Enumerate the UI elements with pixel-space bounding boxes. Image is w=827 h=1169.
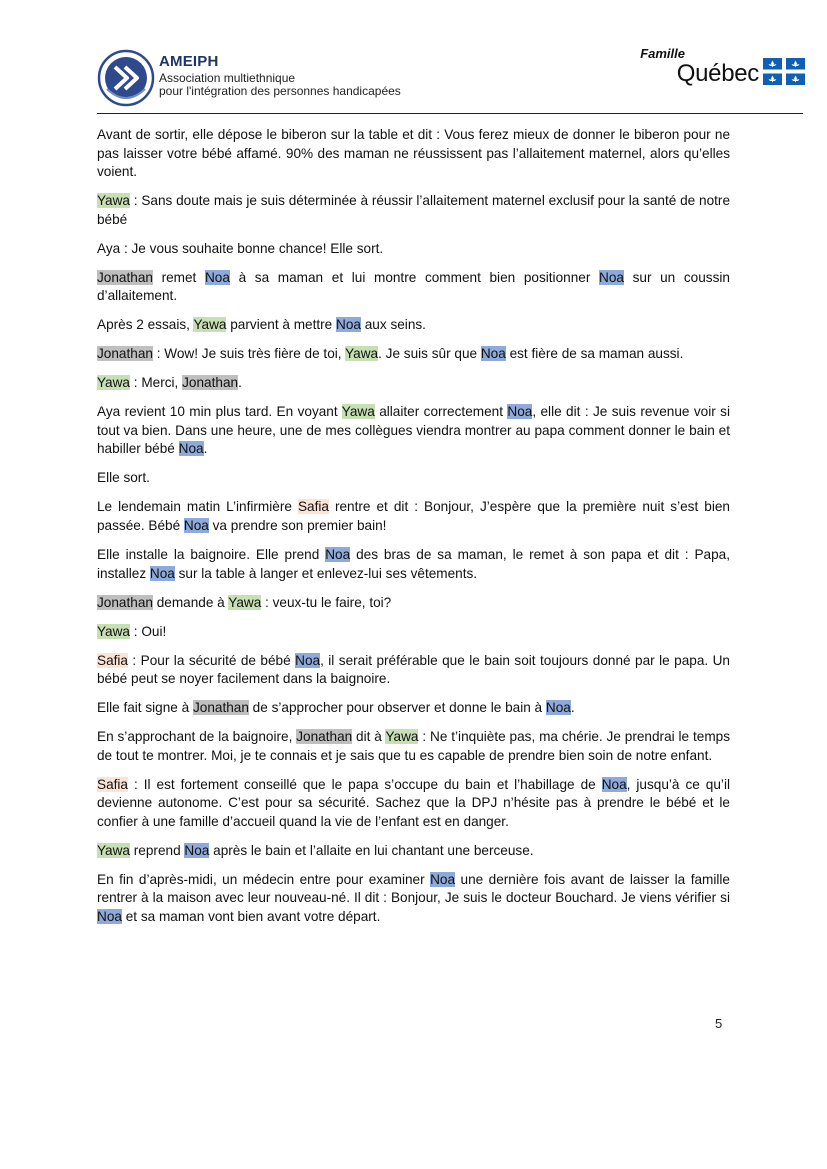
text-run: , elle dit : Je suis revenue voir si tout va bien. Dans une heure, une de mes collègues viendra montrer au papa comment donner le bain et habiller bébé	[97, 404, 730, 457]
name-noa-highlight: Noa	[599, 269, 624, 285]
paragraph	[97, 594, 730, 613]
text-run: .	[238, 375, 242, 391]
name-yawa-highlight: Yawa	[97, 842, 130, 858]
text-run: demande à	[152, 594, 229, 610]
paragraph	[97, 699, 730, 718]
text-run: : veux-tu le faire, toi?	[261, 594, 392, 610]
name-noa-highlight: Noa	[178, 441, 204, 457]
famille-quebec-logo	[627, 46, 807, 90]
text-run: à sa maman et lui montre comment bien positionner	[229, 269, 599, 285]
text-run: .	[203, 441, 208, 457]
paragraph	[97, 269, 730, 306]
text-run: et sa maman vont bien avant votre départ.	[121, 909, 381, 925]
paragraph	[97, 126, 730, 182]
name-yawa-highlight: Yawa	[228, 594, 262, 610]
quebec-label: Québec	[676, 60, 759, 87]
name-yawa-highlight: Yawa	[97, 193, 130, 209]
name-safia-highlight: Safia	[97, 652, 128, 668]
text-run: Elle fait signe à	[97, 700, 193, 716]
name-safia-highlight: Safia	[97, 776, 128, 792]
text-run: sur un coussin d’allaitement.	[97, 269, 730, 304]
ameiph-logo-icon	[97, 49, 155, 107]
name-noa-highlight: Noa	[295, 652, 321, 668]
text-run: : Pour la sécurité de bébé	[127, 652, 296, 668]
text-run: .	[570, 700, 575, 716]
text-run: : Oui!	[130, 623, 167, 639]
text-run: Aya : Je vous souhaite bonne chance! Elle sort.	[97, 240, 384, 256]
name-yawa-highlight: Yawa	[345, 346, 379, 362]
paragraph	[97, 623, 730, 642]
name-jonathan-highlight: Jonathan	[97, 269, 153, 285]
text-run: En fin d’après-midi, un médecin entre pour examiner	[97, 871, 431, 887]
paragraph	[97, 776, 730, 832]
name-jonathan-highlight: Jonathan	[296, 729, 353, 745]
name-yawa-highlight: Yawa	[97, 623, 130, 639]
org-line-2: pour l'intégration des personnes handicapées	[159, 84, 401, 98]
text-run: En s’approchant de la baignoire,	[97, 729, 297, 745]
name-noa-highlight: Noa	[480, 346, 506, 362]
paragraph	[97, 316, 730, 335]
name-noa-highlight: Noa	[325, 547, 351, 562]
name-noa-highlight: Noa	[183, 518, 209, 534]
name-yawa-highlight: Yawa	[193, 317, 227, 333]
paragraph	[97, 192, 730, 229]
text-run: aux seins.	[360, 317, 426, 333]
name-noa-highlight: Noa	[430, 871, 456, 887]
name-jonathan-highlight: Jonathan	[192, 700, 249, 716]
name-jonathan-highlight: Jonathan	[97, 346, 153, 362]
name-yawa-highlight: Yawa	[97, 375, 130, 391]
paragraph	[97, 871, 730, 927]
text-run: est fière de sa maman aussi.	[505, 346, 684, 362]
text-run: Avant de sortir, elle dépose le biberon sur la table et dit : Vous ferez mieux de donner le biberon pour ne pas laisser votre bébé affamé. 90% des maman ne réussissent pas l’allaitement maternel, alors qu’elles voient.	[97, 127, 730, 180]
paragraph	[97, 403, 730, 459]
paragraph	[97, 652, 730, 689]
text-run: , jusqu’à ce qu’il devienne autonome. C’est pour sa sécurité. Sachez que la DPJ n’hésite pas à prendre le bébé et le confier à une famille d’accueil quand la vie de l’enfant est en danger.	[97, 776, 730, 829]
text-run: des bras de sa maman, le remet à son papa et dit : Papa, installez	[97, 547, 730, 581]
text-run: remet	[152, 269, 205, 285]
text-run: : Il est fortement conseillé que le papa s’occupe du bain et l’habillage de	[127, 776, 602, 792]
text-run: dit à	[352, 729, 386, 745]
text-run: . Je suis sûr que	[378, 346, 481, 362]
name-noa-highlight: Noa	[545, 700, 571, 716]
name-noa-highlight: Noa	[97, 909, 122, 925]
org-full-name	[159, 72, 401, 98]
text-run: : Ne t’inquiète pas, ma chérie. Je prendrai le temps de tout te montrer. Moi, je te connais et je sais que tu es capable de prendre bien soin de notre enfant.	[97, 729, 730, 763]
name-jonathan-highlight: Jonathan	[97, 594, 153, 610]
name-yawa-highlight: Yawa	[341, 404, 375, 420]
document-body	[97, 126, 730, 937]
name-yawa-highlight: Yawa	[385, 729, 419, 745]
paragraph	[97, 546, 730, 583]
text-run: rentre et dit : Bonjour, J’espère que la première nuit s’est bien passée. Bébé	[97, 499, 730, 534]
name-noa-highlight: Noa	[336, 317, 361, 333]
page-number: 5	[715, 1016, 723, 1031]
text-run: va prendre son premier bain!	[208, 518, 387, 534]
text-run: reprend	[130, 842, 185, 858]
paragraph	[97, 374, 730, 393]
famille-label: Famille	[640, 46, 685, 61]
text-run: Aya revient 10 min plus tard. En voyant	[97, 404, 342, 420]
text-run: : Wow! Je suis très fière de toi,	[152, 346, 346, 362]
paragraph	[97, 345, 730, 364]
text-run: : Merci,	[130, 375, 183, 391]
text-run: Le lendemain matin L’infirmière	[97, 499, 298, 515]
name-noa-highlight: Noa	[601, 776, 627, 792]
paragraph	[97, 469, 730, 488]
name-noa-highlight: Noa	[184, 842, 210, 858]
text-run: Elle sort.	[97, 470, 150, 486]
name-safia-highlight: Safia	[297, 499, 329, 515]
text-run: , il serait préférable que le bain soit toujours donné par le papa. Un bébé peut se noyer facilement dans la baignoire.	[97, 652, 730, 687]
page-header	[97, 46, 807, 114]
text-run: sur la table à langer et enlevez-lui ses vêtements.	[174, 565, 478, 581]
text-run: une dernière fois avant de laisser la famille rentrer à la maison avec leur nouveau-né. Il dit : Bonjour, Je suis le docteur Bouchard. Je viens vérifier si	[97, 871, 730, 906]
header-divider	[97, 113, 803, 114]
org-line-1: Association multiethnique	[159, 71, 296, 85]
text-run: Après 2 essais,	[97, 317, 194, 333]
text-run: de s’approcher pour observer et donne le bain à	[248, 700, 546, 716]
text-run: allaiter correctement	[374, 404, 508, 420]
name-noa-highlight: Noa	[204, 269, 230, 285]
paragraph	[97, 842, 730, 861]
paragraph	[97, 498, 730, 535]
name-noa-highlight: Noa	[507, 404, 533, 420]
quebec-flag-icon	[763, 58, 805, 85]
org-acronym: AMEIPH	[159, 53, 219, 70]
text-run: après le bain et l’allaite en lui chantant une berceuse.	[209, 842, 534, 858]
text-run: Elle installe la baignoire. Elle prend	[97, 547, 326, 562]
text-run: : Sans doute mais je suis déterminée à réussir l’allaitement maternel exclusif pour la santé de notre bébé	[97, 193, 730, 227]
paragraph	[97, 240, 730, 259]
name-noa-highlight: Noa	[149, 565, 175, 581]
paragraph	[97, 728, 730, 765]
name-jonathan-highlight: Jonathan	[182, 375, 239, 391]
text-run: parvient à mettre	[226, 317, 337, 333]
